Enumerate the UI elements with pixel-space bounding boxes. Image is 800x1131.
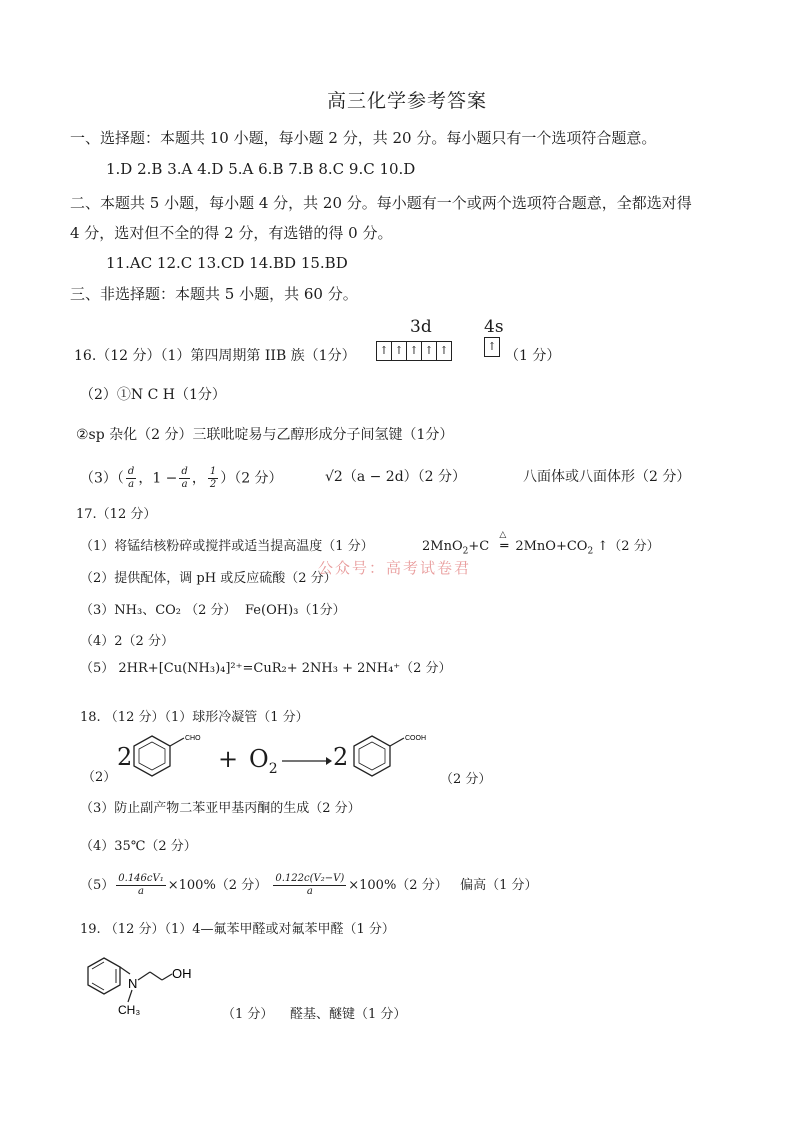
amine-n-label: N: [128, 976, 138, 991]
section1-answers: 1.D 2.B 3.A 4.D 5.A 6.B 7.B 8.C 9.C 10.D: [106, 160, 416, 178]
hydroxyl-label: OH: [172, 966, 192, 981]
heat-arrow-icon: △ ═: [499, 530, 509, 554]
frac-den: 2: [209, 479, 217, 490]
q18-line3: （3）防止副产物二苯亚甲基丙酮的生成（2 分）: [80, 801, 361, 816]
orbital-electron-pair-icon: ↑: [439, 344, 449, 357]
orbital-electron-pair-icon: ↑: [487, 340, 497, 353]
frac-num: 1: [209, 466, 217, 477]
q17-line5: （5） 2HR+[Cu(NH₃)₄]²⁺=CuR₂+ 2NH₃ + 2NH₄⁺（2 分）: [80, 661, 452, 676]
frac-num: d: [127, 466, 135, 477]
o2-symbol: O: [249, 745, 269, 773]
q18-eq-o2: [249, 745, 278, 777]
section2-answers: 11.AC 12.C 13.CD 14.BD 15.BD: [106, 254, 348, 272]
q18-line5-f2-rest: ×100%（2 分）: [348, 878, 448, 893]
orbital-3d-label: 3d: [410, 317, 432, 337]
q18-eq-coef1: 2: [117, 743, 133, 771]
methyl-label: CH₃: [118, 1003, 141, 1017]
q17-line2: （2）提供配体，调 pH 或反应硫酸（2 分）: [80, 571, 337, 586]
q18-eq-score: （2 分）: [440, 772, 492, 787]
q17-line3b: Fe(OH)₃（1分）: [245, 603, 346, 618]
q18-line5: [80, 873, 538, 898]
pyridine-amine-structure: [82, 952, 202, 1022]
q16-line4-one-minus: ，1 −: [138, 470, 178, 487]
q19-line2-score: （1 分）: [222, 1007, 274, 1022]
q17-eq-right: 2MnO+CO: [515, 539, 588, 554]
orbital-electron-pair-icon: ↑: [392, 342, 407, 360]
q18-line1: 18. （12 分）（1）球形冷凝管（1 分）: [80, 710, 309, 725]
frac-den: a: [306, 886, 313, 897]
q18-line5-tail: 偏高（1 分）: [460, 878, 538, 893]
orbital-4s-box: [484, 337, 500, 357]
q16-line1: 16.（12 分）（1）第四周期第 IIB 族（1分）: [74, 348, 356, 364]
page-title: 高三化学参考答案: [327, 90, 488, 112]
q17-eq-left: 2MnO: [422, 539, 463, 554]
orbital-3d-box: [376, 341, 452, 361]
q16-line4: （3）（ $\frac{d}{a}$ ，1 − $\frac{d}{a}$ ， $\frac{1}{2}$ ）（2 分）: [80, 466, 283, 490]
orbital-electron-pair-icon: ↑: [407, 342, 422, 360]
q19-line2-groups: 醛基、醚键（1 分）: [290, 1007, 407, 1022]
fraction-purity-1: [116, 873, 165, 898]
cooh-label: COOH: [405, 735, 426, 742]
orbital-4s-label: 4s: [484, 317, 504, 337]
section3-heading: 三、非选择题：本题共 5 小题，共 60 分。: [70, 285, 358, 303]
frac-den: a: [138, 886, 144, 897]
o2-subscript: 2: [268, 760, 278, 777]
q17-eq-score: ↑（2 分）: [597, 539, 660, 554]
q16-line2: （2）①N C H（1分）: [80, 387, 226, 403]
q17-line1: （1）将锰结核粉碎或搅拌或适当提高温度（1 分）: [80, 539, 374, 554]
q18-eq-coef2: 2: [333, 743, 349, 771]
frac-num: 0.146cV₁: [118, 873, 164, 884]
heat-condition: △: [499, 530, 507, 540]
frac-num: 0.122c(V₂−V): [275, 873, 345, 884]
section2-heading-line1: 二、本题共 5 小题，每小题 4 分，共 20 分。每小题有一个或两个选项符合题意，全都选对得: [70, 194, 692, 212]
q16-line3: ②sp 杂化（2 分）三联吡啶易与乙醇形成分子间氢键（1分）: [76, 427, 454, 443]
orbital-electron-pair-icon: ↑: [422, 342, 437, 360]
orbital-electron-pair-icon: ↑: [377, 342, 392, 360]
watermark: 公众号：高考试卷君: [318, 559, 472, 577]
q16-line4-root: √2（a − 2d）（2 分）: [325, 469, 467, 485]
q18-eq-label: （2）: [82, 770, 117, 785]
q18-eq-plus: +: [218, 745, 239, 773]
q17-eq-mid: +C: [468, 539, 490, 554]
q18-line4: （4）35℃（2 分）: [80, 839, 197, 854]
q16-line4-shape: 八面体或八面体形（2 分）: [523, 469, 691, 485]
frac-den: a: [181, 479, 188, 490]
q19-line1: 19. （12 分）（1）4—氟苯甲醛或对氟苯甲醛（1 分）: [80, 922, 395, 937]
benzaldehyde-structure: [132, 728, 222, 788]
q16-line4-close: ）（2 分）: [220, 470, 283, 487]
reaction-arrow-icon: [282, 755, 332, 767]
cho-label: CHO: [185, 735, 201, 742]
frac-num: d: [181, 466, 188, 477]
fraction-purity-2: [273, 873, 346, 898]
q17-equation: 2MnO$_2$+C △ ═ $2MnO+CO_2$ ↑（2 分）: [422, 530, 660, 557]
fraction-d-over-a-2: [179, 466, 189, 491]
q17-head: 17.（12 分）: [76, 507, 157, 522]
q17-line3a: （3）NH₃、CO₂ （2 分）: [80, 603, 237, 618]
q18-line5-label: （5）: [80, 878, 115, 893]
fraction-one-half: [208, 466, 218, 491]
fraction-d-over-a: [126, 466, 136, 491]
frac-den: a: [128, 479, 135, 490]
section2-heading-line2: 4 分，选对但不全的得 2 分，有选错的得 0 分。: [70, 224, 393, 242]
q18-line5-f1-rest: ×100%（2 分）: [167, 878, 268, 893]
section1-heading: 一、选择题：本题共 10 小题，每小题 2 分，共 20 分。每小题只有一个选项符合题意。: [70, 129, 657, 147]
benzoic-acid-structure: [350, 726, 450, 788]
q17-line4: （4）2（2 分）: [80, 634, 174, 649]
q16-line1-score: （1 分）: [505, 348, 561, 364]
q16-line4-prefix: （3）（: [80, 470, 124, 487]
